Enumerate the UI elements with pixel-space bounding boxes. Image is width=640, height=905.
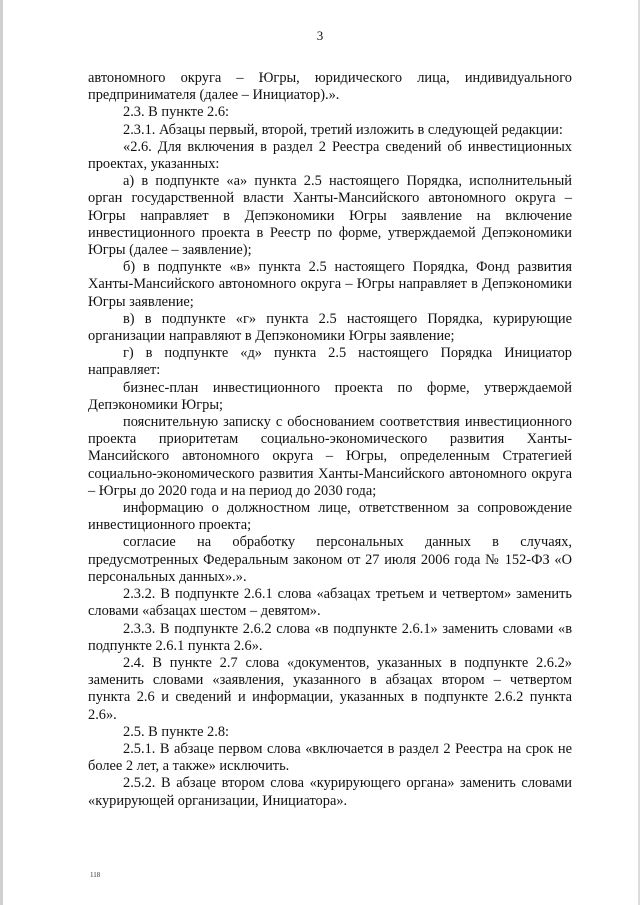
- scan-edge-left: [0, 0, 3, 905]
- paragraph: 2.3.1. Абзацы первый, второй, третий изложить в следующей редакции:: [123, 121, 563, 138]
- page-number: 3: [316, 28, 324, 43]
- paragraph: согласие на обработку персональных данных в случаях, предусмотренных Федеральным законом от 27 июля 2006 года № 152-ФЗ «О персональных данных».».: [88, 534, 572, 585]
- paragraph: автономного округа – Югры, юридического лица, индивидуального предпринимателя (далее – Инициатор).».: [88, 70, 572, 104]
- paragraph: информацию о должностном лице, ответственном за сопровождение инвестиционного проекта;: [88, 500, 572, 534]
- paragraph: бизнес-план инвестиционного проекта по форме, утверждаемой Депэкономики Югры;: [88, 379, 572, 413]
- paragraph: а) в подпункте «а» пункта 2.5 настоящего Порядка, исполнительный орган государственной власти Ханты-Мансийского автономного округа – Югры направляет в Депэкономики Югры заявление на включение инвестиционного проекта в Реестр по форме, утверждаемой Депэкономики Югры (далее – заявление);: [88, 173, 572, 259]
- document-body: [88, 70, 572, 810]
- paragraph: «2.6. Для включения в раздел 2 Реестра сведений об инвестиционных проектах, указанных:: [88, 138, 572, 173]
- paragraph: 2.3.3. В подпункте 2.6.2 слова «в подпункте 2.6.1» заменить словами «в подпункте 2.6.1 пункта 2.6».: [88, 620, 572, 654]
- paragraph: г) в подпункте «д» пункта 2.5 настоящего Порядка Инициатор направляет:: [88, 345, 572, 379]
- paragraph: 2.3. В пункте 2.6:: [123, 104, 230, 121]
- paragraph: 2.5.1. В абзаце первом слова «включается в раздел 2 Реестра на срок не более 2 лет, а также» исключить.: [88, 740, 572, 775]
- footer-mark: 118: [90, 871, 101, 879]
- paragraph: 2.5. В пункте 2.8:: [123, 723, 230, 740]
- paragraph: в) в подпункте «г» пункта 2.5 настоящего Порядка, курирующие организации направляют в Депэкономики Югры заявление;: [88, 310, 572, 345]
- paragraph: 2.4. В пункте 2.7 слова «документов, указанных в подпункте 2.6.2» заменить словами «заявления, указанного в абзацах втором – четвертом пункта 2.6 и сведений и информации, указанных в подпункте 2.6.2 пункта 2.6».: [88, 654, 572, 723]
- paragraph: б) в подпункте «в» пункта 2.5 настоящего Порядка, Фонд развития Ханты-Мансийского автономного округа – Югры направляет в Депэкономики Югры заявление;: [88, 259, 572, 310]
- paragraph: пояснительную записку с обоснованием соответствия инвестиционного проекта приоритетам социально-экономического развития Ханты-Мансийского автономного округа – Югры, определенным Стратегией социально-экономического развития Ханты-Мансийского автономного округа – Югры до 2020 года и на период до 2030 года;: [88, 414, 572, 499]
- paragraph: 2.5.2. В абзаце втором слова «курирующего органа» заменить словами «курирующей организации, Инициатора».: [88, 775, 572, 809]
- paragraph: 2.3.2. В подпункте 2.6.1 слова «абзацах третьем и четвертом» заменить словами «абзацах шестом – девятом».: [88, 586, 572, 620]
